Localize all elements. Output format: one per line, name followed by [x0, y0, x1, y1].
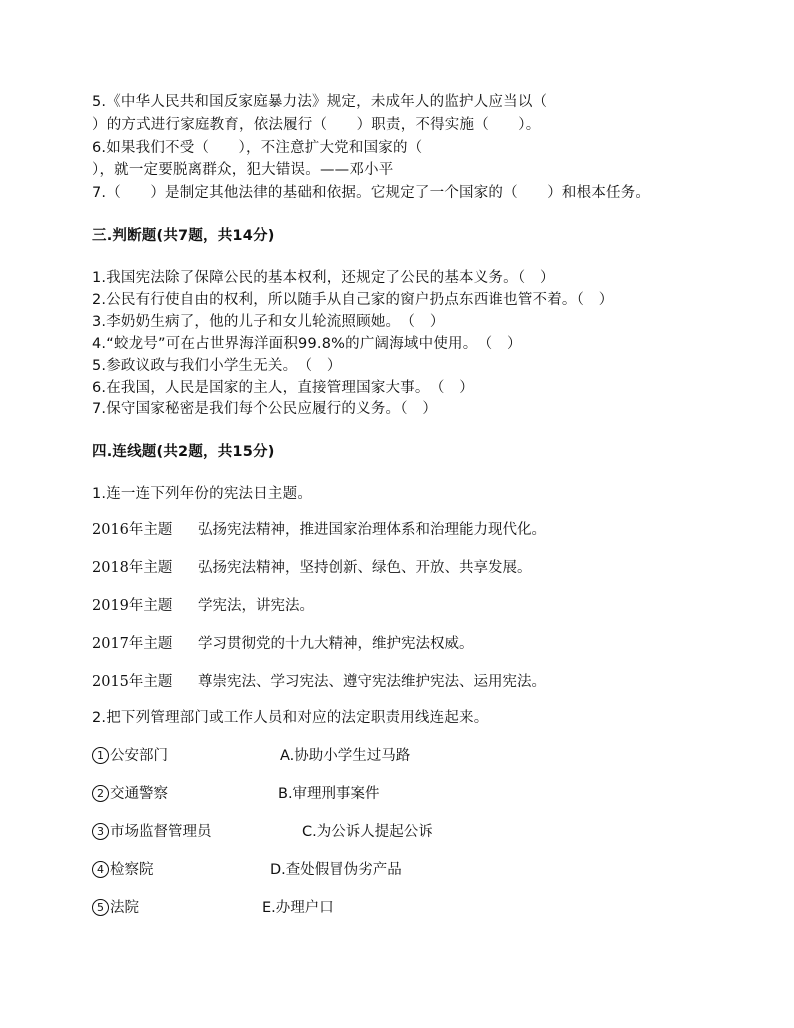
year-label: 2015年主题: [92, 674, 173, 690]
theme-text: 学宪法，讲宪法。: [198, 598, 314, 614]
section-title-true-false: 三.判断题(共7题，共14分): [92, 228, 275, 244]
true-false-item: 4.“蛟龙号”可在占世界海洋面积99.8%的广阔海域中使用。 （ ）: [92, 336, 522, 352]
fill-blank-line-2: ）的方式进行家庭教育，依法履行（ ）职责，不得实施（ ）。: [92, 117, 541, 133]
year-label: 2018年主题: [92, 560, 173, 576]
department-label: 交通警察: [110, 786, 168, 802]
circled-number: 2: [92, 785, 109, 802]
duty-text: A.协助小学生过马路: [280, 748, 411, 764]
section-title-matching: 四.连线题(共2题，共15分): [92, 444, 275, 460]
year-label: 2016年主题: [92, 522, 173, 538]
true-false-item: 7.保守国家秘密是我们每个公民应履行的义务。（ ）: [92, 401, 438, 417]
fill-blank-line-1: 5.《中华人民共和国反家庭暴力法》规定，未成年人的监护人应当以（: [92, 94, 548, 110]
true-false-item: 3.李奶奶生病了，他的儿子和女儿轮流照顾她。 （ ）: [92, 314, 445, 330]
circled-number: 1: [92, 747, 109, 764]
department-label: 市场监督管理员: [110, 824, 212, 840]
matching-q1-prompt: 1.连一连下列年份的宪法日主题。: [92, 486, 313, 502]
fill-blank-line-4: ），就一定要脱离群众，犯大错误。——邓小平: [92, 162, 394, 178]
duty-text: C.为公诉人提起公诉: [302, 824, 433, 840]
true-false-item: 2.公民有行使自由的权利，所以随手从自己家的窗户扔点东西谁也管不着。（ ）: [92, 292, 614, 308]
true-false-item: 5.参政议政与我们小学生无关。 （ ）: [92, 358, 342, 374]
year-label: 2019年主题: [92, 598, 173, 614]
theme-text: 学习贯彻党的十九大精神，维护宪法权威。: [198, 636, 474, 652]
theme-text: 弘扬宪法精神，坚持创新、绿色、开放、共享发展。: [198, 560, 532, 576]
theme-text: 尊崇宪法、学习宪法、遵守宪法维护宪法、运用宪法。: [198, 674, 546, 690]
circled-number: 5: [92, 899, 109, 916]
department-label: 公安部门: [110, 748, 168, 764]
fill-blank-line-5: 7.（ ）是制定其他法律的基础和依据。它规定了一个国家的（ ）和根本任务。: [92, 185, 651, 201]
fill-blank-line-3: 6.如果我们不受（ ），不注意扩大党和国家的（: [92, 140, 423, 156]
department-label: 检察院: [110, 862, 154, 878]
true-false-item: 1.我国宪法除了保障公民的基本权利，还规定了公民的基本义务。（ ）: [92, 270, 555, 286]
year-label: 2017年主题: [92, 636, 173, 652]
duty-text: B.审理刑事案件: [278, 786, 380, 802]
duty-text: E.办理户口: [262, 900, 334, 916]
circled-number: 3: [92, 823, 109, 840]
matching-q2-prompt: 2.把下列管理部门或工作人员和对应的法定职责用线连起来。: [92, 710, 489, 726]
true-false-item: 6.在我国，人民是国家的主人，直接管理国家大事。 （ ）: [92, 380, 474, 396]
circled-number: 4: [92, 861, 109, 878]
theme-text: 弘扬宪法精神，推进国家治理体系和治理能力现代化。: [198, 522, 546, 538]
department-label: 法院: [110, 900, 139, 916]
duty-text: D.查处假冒伪劣产品: [270, 862, 402, 878]
